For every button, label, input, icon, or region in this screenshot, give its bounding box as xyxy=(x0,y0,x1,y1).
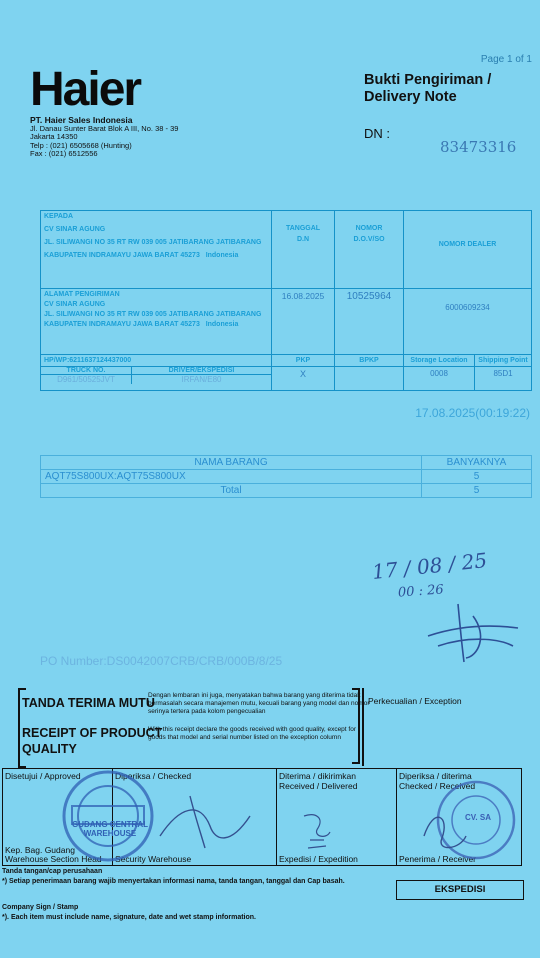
company-telp: Telp : (021) 6505668 (Hunting) xyxy=(30,140,132,150)
truck-label: TRUCK NO. xyxy=(41,367,132,374)
dealer-value-cell xyxy=(404,289,532,355)
driver-value: IRFAN/E80 xyxy=(181,375,222,384)
po-number: PO Number:DS0042007CRB/CRB/000B/8/25 xyxy=(40,654,283,668)
receiver-stamp-text: CV. SA xyxy=(465,813,491,822)
receipt-of-quality-section xyxy=(22,686,522,766)
pkp-value: X xyxy=(299,369,306,379)
handwritten-time: 00 : 26 xyxy=(397,582,445,601)
company-info xyxy=(30,116,178,159)
driver-label: DRIVER/EKSPEDISI xyxy=(168,367,235,374)
page-number: Page 1 of 1 xyxy=(480,54,532,65)
tanggal-sub: D.N xyxy=(296,236,310,243)
company-address-1: Jl. Danau Sunter Barat Blok A III, No. 38 - 39 xyxy=(30,123,179,133)
storage-cell xyxy=(404,355,475,367)
security-signature xyxy=(150,786,260,856)
dealer-cell xyxy=(404,211,532,289)
col-nama-barang: NAMA BARANG xyxy=(41,456,422,470)
item-qty: 5 xyxy=(422,470,532,484)
dn-label: DN : xyxy=(364,126,390,141)
checked2-label-en: Checked / Received xyxy=(399,781,476,791)
receiver-label: Penerima / Receiver xyxy=(399,854,477,864)
note-line-4: *). Each item must include name, signature, date and wet stamp information. xyxy=(2,914,256,921)
dn-number: 83473316 xyxy=(440,138,517,156)
expedition-signature xyxy=(296,806,336,856)
bpkp-value-cell xyxy=(335,367,404,391)
checked2-label-id: Diperiksa / diterima xyxy=(399,771,472,781)
receipt-text-id: Dengan lembaran ini juga, menyatakan bahwa barang yang diterima tidak bermasalah secara manajemen mutu, kecuali barang yang model dan nomor serinya tertera pada kolom pengecualian xyxy=(148,692,370,716)
items-header-row xyxy=(41,456,532,470)
dealer-value: 6000609234 xyxy=(445,303,490,312)
kepada-label: KEPADA xyxy=(44,213,74,220)
nomor-cell xyxy=(335,211,404,289)
pkp-cell xyxy=(272,355,335,367)
item-name: AQT75S800UX:AQT75S800UX xyxy=(41,470,422,484)
note-line-1: Tanda tangan/cap perusahaan xyxy=(2,868,103,875)
alamat-address-2: KABUPATEN INDRAMAYU JAWA BARAT 45273 xyxy=(44,321,200,328)
security-label: Security Warehouse xyxy=(115,854,192,864)
truck-driver-cell xyxy=(41,367,272,391)
alamat-label: ALAMAT PENGIRIMAN xyxy=(44,291,120,298)
table-row xyxy=(41,470,532,484)
delivery-header-table xyxy=(40,210,532,391)
alamat-address-1: JL. SILIWANGI NO 35 RT RW 039 005 JATIBARANG JATIBARANG xyxy=(44,311,262,318)
tanggal-label: TANGGAL xyxy=(285,225,321,232)
kepada-name: CV SINAR AGUNG xyxy=(44,226,106,233)
company-name: PT. Haier Sales Indonesia xyxy=(30,115,133,125)
alamat-name: CV SINAR AGUNG xyxy=(44,301,106,308)
total-label: Total xyxy=(41,484,422,498)
nomor-sub: D.O.V/SO xyxy=(353,236,385,243)
received-label-en: Received / Delivered xyxy=(279,781,358,791)
warehouse-stamp xyxy=(58,766,158,866)
right-bracket xyxy=(352,688,360,764)
shipping-value-cell xyxy=(475,367,532,391)
document-title-line-2: Delivery Note xyxy=(364,89,457,105)
date-value: 16.08.2025 xyxy=(281,291,325,301)
warehouse-head-label-1: Kep. Bag. Gudang xyxy=(5,845,75,855)
do-value-cell xyxy=(335,289,404,355)
date-value-cell xyxy=(272,289,335,355)
pkp-label: PKP xyxy=(295,357,311,364)
shipping-value: 85D1 xyxy=(493,369,513,378)
kepada-country: Indonesia xyxy=(205,252,239,259)
driver-signature xyxy=(418,596,528,666)
alamat-cell xyxy=(41,289,272,355)
warehouse-head-label-2: Warehouse Section Head xyxy=(5,854,102,864)
total-row xyxy=(41,484,532,498)
bpkp-label: BPKP xyxy=(359,357,379,364)
storage-value: 0008 xyxy=(430,369,448,378)
receipt-title-en-2: QUALITY xyxy=(22,742,77,756)
note-rule-id xyxy=(2,878,345,887)
approved-label: Disetujui / Approved xyxy=(5,771,81,781)
col-banyaknya: BANYAKNYA xyxy=(422,456,532,470)
pkp-value-cell xyxy=(272,367,335,391)
checked-label: Diperiksa / Checked xyxy=(115,771,192,781)
storage-value-cell xyxy=(404,367,475,391)
total-value: 5 xyxy=(422,484,532,498)
exception-label: Perkecualian / Exception xyxy=(368,696,462,706)
shipping-label: Shipping Point xyxy=(478,357,528,364)
do-value: 10525964 xyxy=(346,291,392,302)
note-company-sign-id xyxy=(2,868,102,877)
warehouse-stamp-text: GUDANG CENTRAL WAREHOUSE xyxy=(72,820,148,838)
bpkp-cell xyxy=(335,355,404,367)
haier-logo: Haier xyxy=(30,63,141,116)
nomor-label: NOMOR xyxy=(355,225,383,232)
kepada-address-1: JL. SILIWANGI NO 35 RT RW 039 005 JATIBARANG JATIBARANG xyxy=(44,239,262,246)
print-timestamp: 17.08.2025(00:19:22) xyxy=(415,406,530,420)
receipt-title-id: TANDA TERIMA MUTU xyxy=(22,696,155,710)
alamat-country: Indonesia xyxy=(205,321,239,328)
ekspedisi-label: EKSPEDISI xyxy=(396,880,524,900)
note-rule-en xyxy=(2,914,256,923)
exception-divider xyxy=(362,688,366,766)
note-line-2: *) Setiap penerimaan barang wajib menyertakan informasi nama, tanda tangan, tanggal dan Cap basah. xyxy=(2,878,345,885)
company-fax: Fax : (021) 6512556 xyxy=(30,149,98,159)
hp-value: HP/WP:6211637124437000 xyxy=(44,357,132,364)
storage-label: Storage Location xyxy=(410,357,468,364)
kepada-cell xyxy=(41,211,272,289)
shipping-cell xyxy=(475,355,532,367)
handwritten-date: 17 / 08 / 25 xyxy=(371,548,489,584)
truck-value: D961/50525JVT xyxy=(41,375,132,384)
note-company-sign-en xyxy=(2,904,78,913)
kepada-address-2: KABUPATEN INDRAMAYU JAWA BARAT 45273 xyxy=(44,252,200,259)
note-line-3: Company Sign / Stamp xyxy=(2,904,79,911)
hp-cell xyxy=(41,355,272,367)
received-cell xyxy=(277,769,397,865)
dealer-label: NOMOR DEALER xyxy=(438,241,497,248)
receipt-text-en: With this receipt declare the goods received with good quality, except for goods that model and serial number listed on the exception column xyxy=(148,726,356,742)
tanggal-cell xyxy=(272,211,335,289)
company-address-2: Jakarta 14350 xyxy=(30,132,78,142)
items-table xyxy=(40,455,532,498)
expedition-label: Expedisi / Expedition xyxy=(279,854,358,864)
receipt-title-en-1: RECEIPT OF PRODUCT xyxy=(22,726,163,740)
received-label-id: Diterima / dikirimkan xyxy=(279,771,356,781)
document-title xyxy=(364,72,491,106)
document-title-line-1: Bukti Pengiriman / xyxy=(364,72,492,88)
